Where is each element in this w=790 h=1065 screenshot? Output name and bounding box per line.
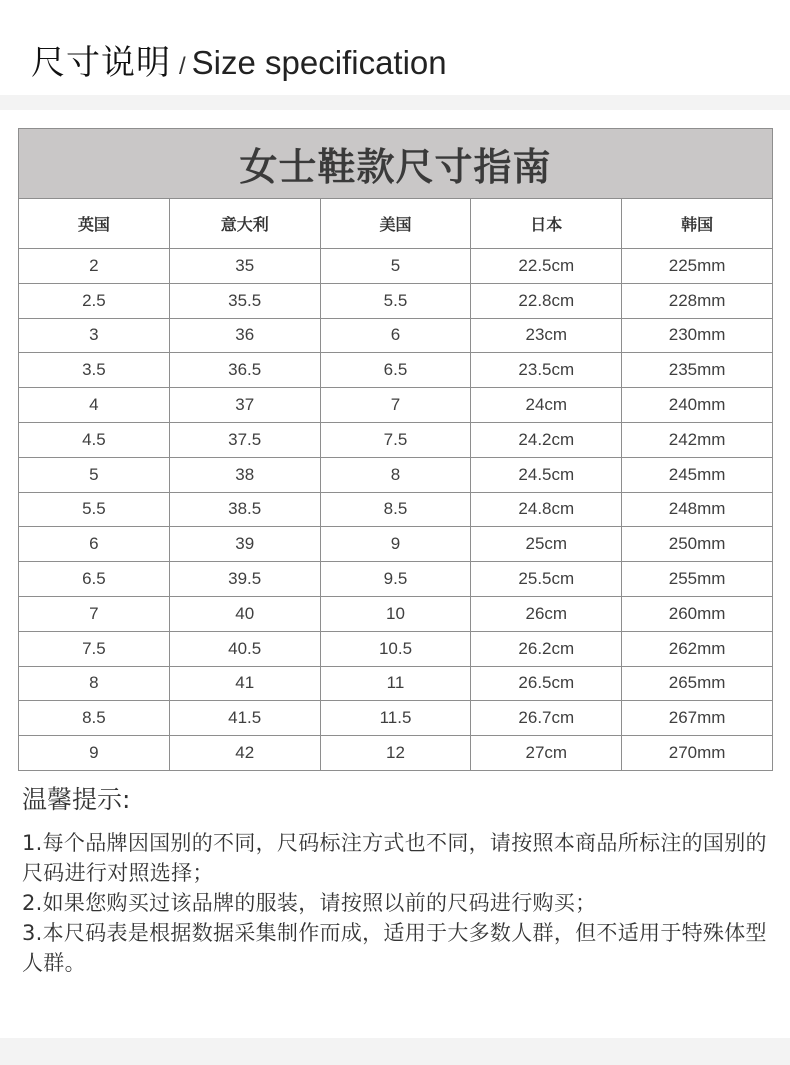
table-cell-japan: 22.8cm [471, 283, 622, 318]
table-cell-uk: 7.5 [19, 631, 170, 666]
table-cell-uk: 9 [19, 736, 170, 771]
table-cell-uk: 3.5 [19, 353, 170, 388]
table-cell-italy: 39.5 [169, 562, 320, 597]
table-cell-italy: 37 [169, 388, 320, 423]
table-cell-uk: 7 [19, 596, 170, 631]
table-row [19, 318, 773, 353]
page-heading [31, 43, 447, 83]
column-header-uk: 英国 [19, 199, 170, 249]
table-cell-uk: 4.5 [19, 422, 170, 457]
column-header-italy: 意大利 [169, 199, 320, 249]
table-cell-korea: 242mm [622, 422, 773, 457]
title-separator: / [179, 53, 186, 80]
table-cell-italy: 36.5 [169, 353, 320, 388]
column-header-japan: 日本 [471, 199, 622, 249]
table-row [19, 249, 773, 284]
table-cell-japan: 23.5cm [471, 353, 622, 388]
table-cell-uk: 3 [19, 318, 170, 353]
table-cell-italy: 38.5 [169, 492, 320, 527]
table-row [19, 422, 773, 457]
table-cell-italy: 40.5 [169, 631, 320, 666]
table-row [19, 353, 773, 388]
table-cell-us: 11 [320, 666, 471, 701]
table-cell-korea: 262mm [622, 631, 773, 666]
table-row [19, 596, 773, 631]
size-chart-body [19, 249, 773, 771]
table-cell-uk: 5 [19, 457, 170, 492]
section-divider-band [0, 95, 790, 110]
table-cell-japan: 24cm [471, 388, 622, 423]
column-header-us: 美国 [320, 199, 471, 249]
table-header-row [19, 199, 773, 249]
table-cell-uk: 8 [19, 666, 170, 701]
footer-band [0, 1038, 790, 1065]
table-cell-uk: 2.5 [19, 283, 170, 318]
table-cell-italy: 41 [169, 666, 320, 701]
table-cell-korea: 265mm [622, 666, 773, 701]
table-cell-us: 8 [320, 457, 471, 492]
tips-note-line: 2.如果您购买过该品牌的服装，请按照以前的尺码进行购买； [22, 891, 597, 915]
table-cell-us: 7.5 [320, 422, 471, 457]
table-cell-italy: 40 [169, 596, 320, 631]
table-cell-italy: 39 [169, 527, 320, 562]
table-cell-japan: 27cm [471, 736, 622, 771]
table-row [19, 457, 773, 492]
tips-note-line: 1.每个品牌因国别的不同，尺码标注方式也不同，请按照本商品所标注的国别的 [22, 831, 767, 855]
page-title-cn: 尺寸说明 [31, 43, 171, 83]
table-cell-japan: 26cm [471, 596, 622, 631]
table-cell-japan: 23cm [471, 318, 622, 353]
table-cell-japan: 26.7cm [471, 701, 622, 736]
table-cell-korea: 250mm [622, 527, 773, 562]
table-row [19, 527, 773, 562]
table-row [19, 492, 773, 527]
table-cell-us: 8.5 [320, 492, 471, 527]
table-cell-japan: 24.5cm [471, 457, 622, 492]
page-title-en: Size specification [191, 44, 447, 81]
table-cell-us: 9 [320, 527, 471, 562]
page-header [0, 0, 790, 95]
tips-notes [22, 828, 788, 978]
table-cell-us: 5 [320, 249, 471, 284]
table-cell-us: 6.5 [320, 353, 471, 388]
table-cell-korea: 228mm [622, 283, 773, 318]
table-cell-japan: 25.5cm [471, 562, 622, 597]
table-cell-us: 9.5 [320, 562, 471, 597]
table-cell-japan: 22.5cm [471, 249, 622, 284]
table-cell-uk: 4 [19, 388, 170, 423]
table-cell-korea: 225mm [622, 249, 773, 284]
table-row [19, 701, 773, 736]
tips-title: 温馨提示: [22, 785, 131, 814]
table-cell-italy: 41.5 [169, 701, 320, 736]
table-cell-korea: 248mm [622, 492, 773, 527]
tips-note-line: 3.本尺码表是根据数据采集制作而成，适用于大多数人群，但不适用于特殊体型 [22, 921, 767, 945]
tips-note [22, 888, 788, 918]
table-cell-us: 7 [320, 388, 471, 423]
tips-note [22, 828, 788, 888]
table-cell-us: 11.5 [320, 701, 471, 736]
table-cell-japan: 24.8cm [471, 492, 622, 527]
table-row [19, 388, 773, 423]
table-cell-korea: 235mm [622, 353, 773, 388]
table-row [19, 631, 773, 666]
table-cell-korea: 240mm [622, 388, 773, 423]
table-cell-japan: 26.5cm [471, 666, 622, 701]
tips-note [22, 918, 788, 978]
table-cell-uk: 2 [19, 249, 170, 284]
table-cell-korea: 267mm [622, 701, 773, 736]
table-cell-us: 10.5 [320, 631, 471, 666]
column-header-korea: 韩国 [622, 199, 773, 249]
table-cell-uk: 6 [19, 527, 170, 562]
table-cell-italy: 36 [169, 318, 320, 353]
table-cell-italy: 42 [169, 736, 320, 771]
table-cell-us: 12 [320, 736, 471, 771]
table-cell-japan: 26.2cm [471, 631, 622, 666]
size-chart-head [19, 129, 773, 249]
table-cell-italy: 35.5 [169, 283, 320, 318]
table-cell-korea: 255mm [622, 562, 773, 597]
table-row [19, 666, 773, 701]
table-cell-japan: 25cm [471, 527, 622, 562]
table-cell-us: 6 [320, 318, 471, 353]
table-cell-korea: 245mm [622, 457, 773, 492]
table-row [19, 562, 773, 597]
tips-note-line: 人群。 [22, 951, 86, 975]
table-cell-us: 10 [320, 596, 471, 631]
table-cell-korea: 230mm [622, 318, 773, 353]
table-cell-italy: 35 [169, 249, 320, 284]
table-cell-italy: 38 [169, 457, 320, 492]
table-row [19, 283, 773, 318]
table-cell-italy: 37.5 [169, 422, 320, 457]
table-cell-uk: 5.5 [19, 492, 170, 527]
table-cell-japan: 24.2cm [471, 422, 622, 457]
tips-note-line: 尺码进行对照选择； [22, 861, 214, 885]
size-chart-table [18, 128, 773, 771]
table-row [19, 736, 773, 771]
table-cell-korea: 270mm [622, 736, 773, 771]
table-cell-uk: 8.5 [19, 701, 170, 736]
table-cell-korea: 260mm [622, 596, 773, 631]
table-title-row [19, 129, 773, 199]
size-chart-title: 女士鞋款尺寸指南 [19, 129, 773, 199]
table-cell-us: 5.5 [320, 283, 471, 318]
table-cell-uk: 6.5 [19, 562, 170, 597]
